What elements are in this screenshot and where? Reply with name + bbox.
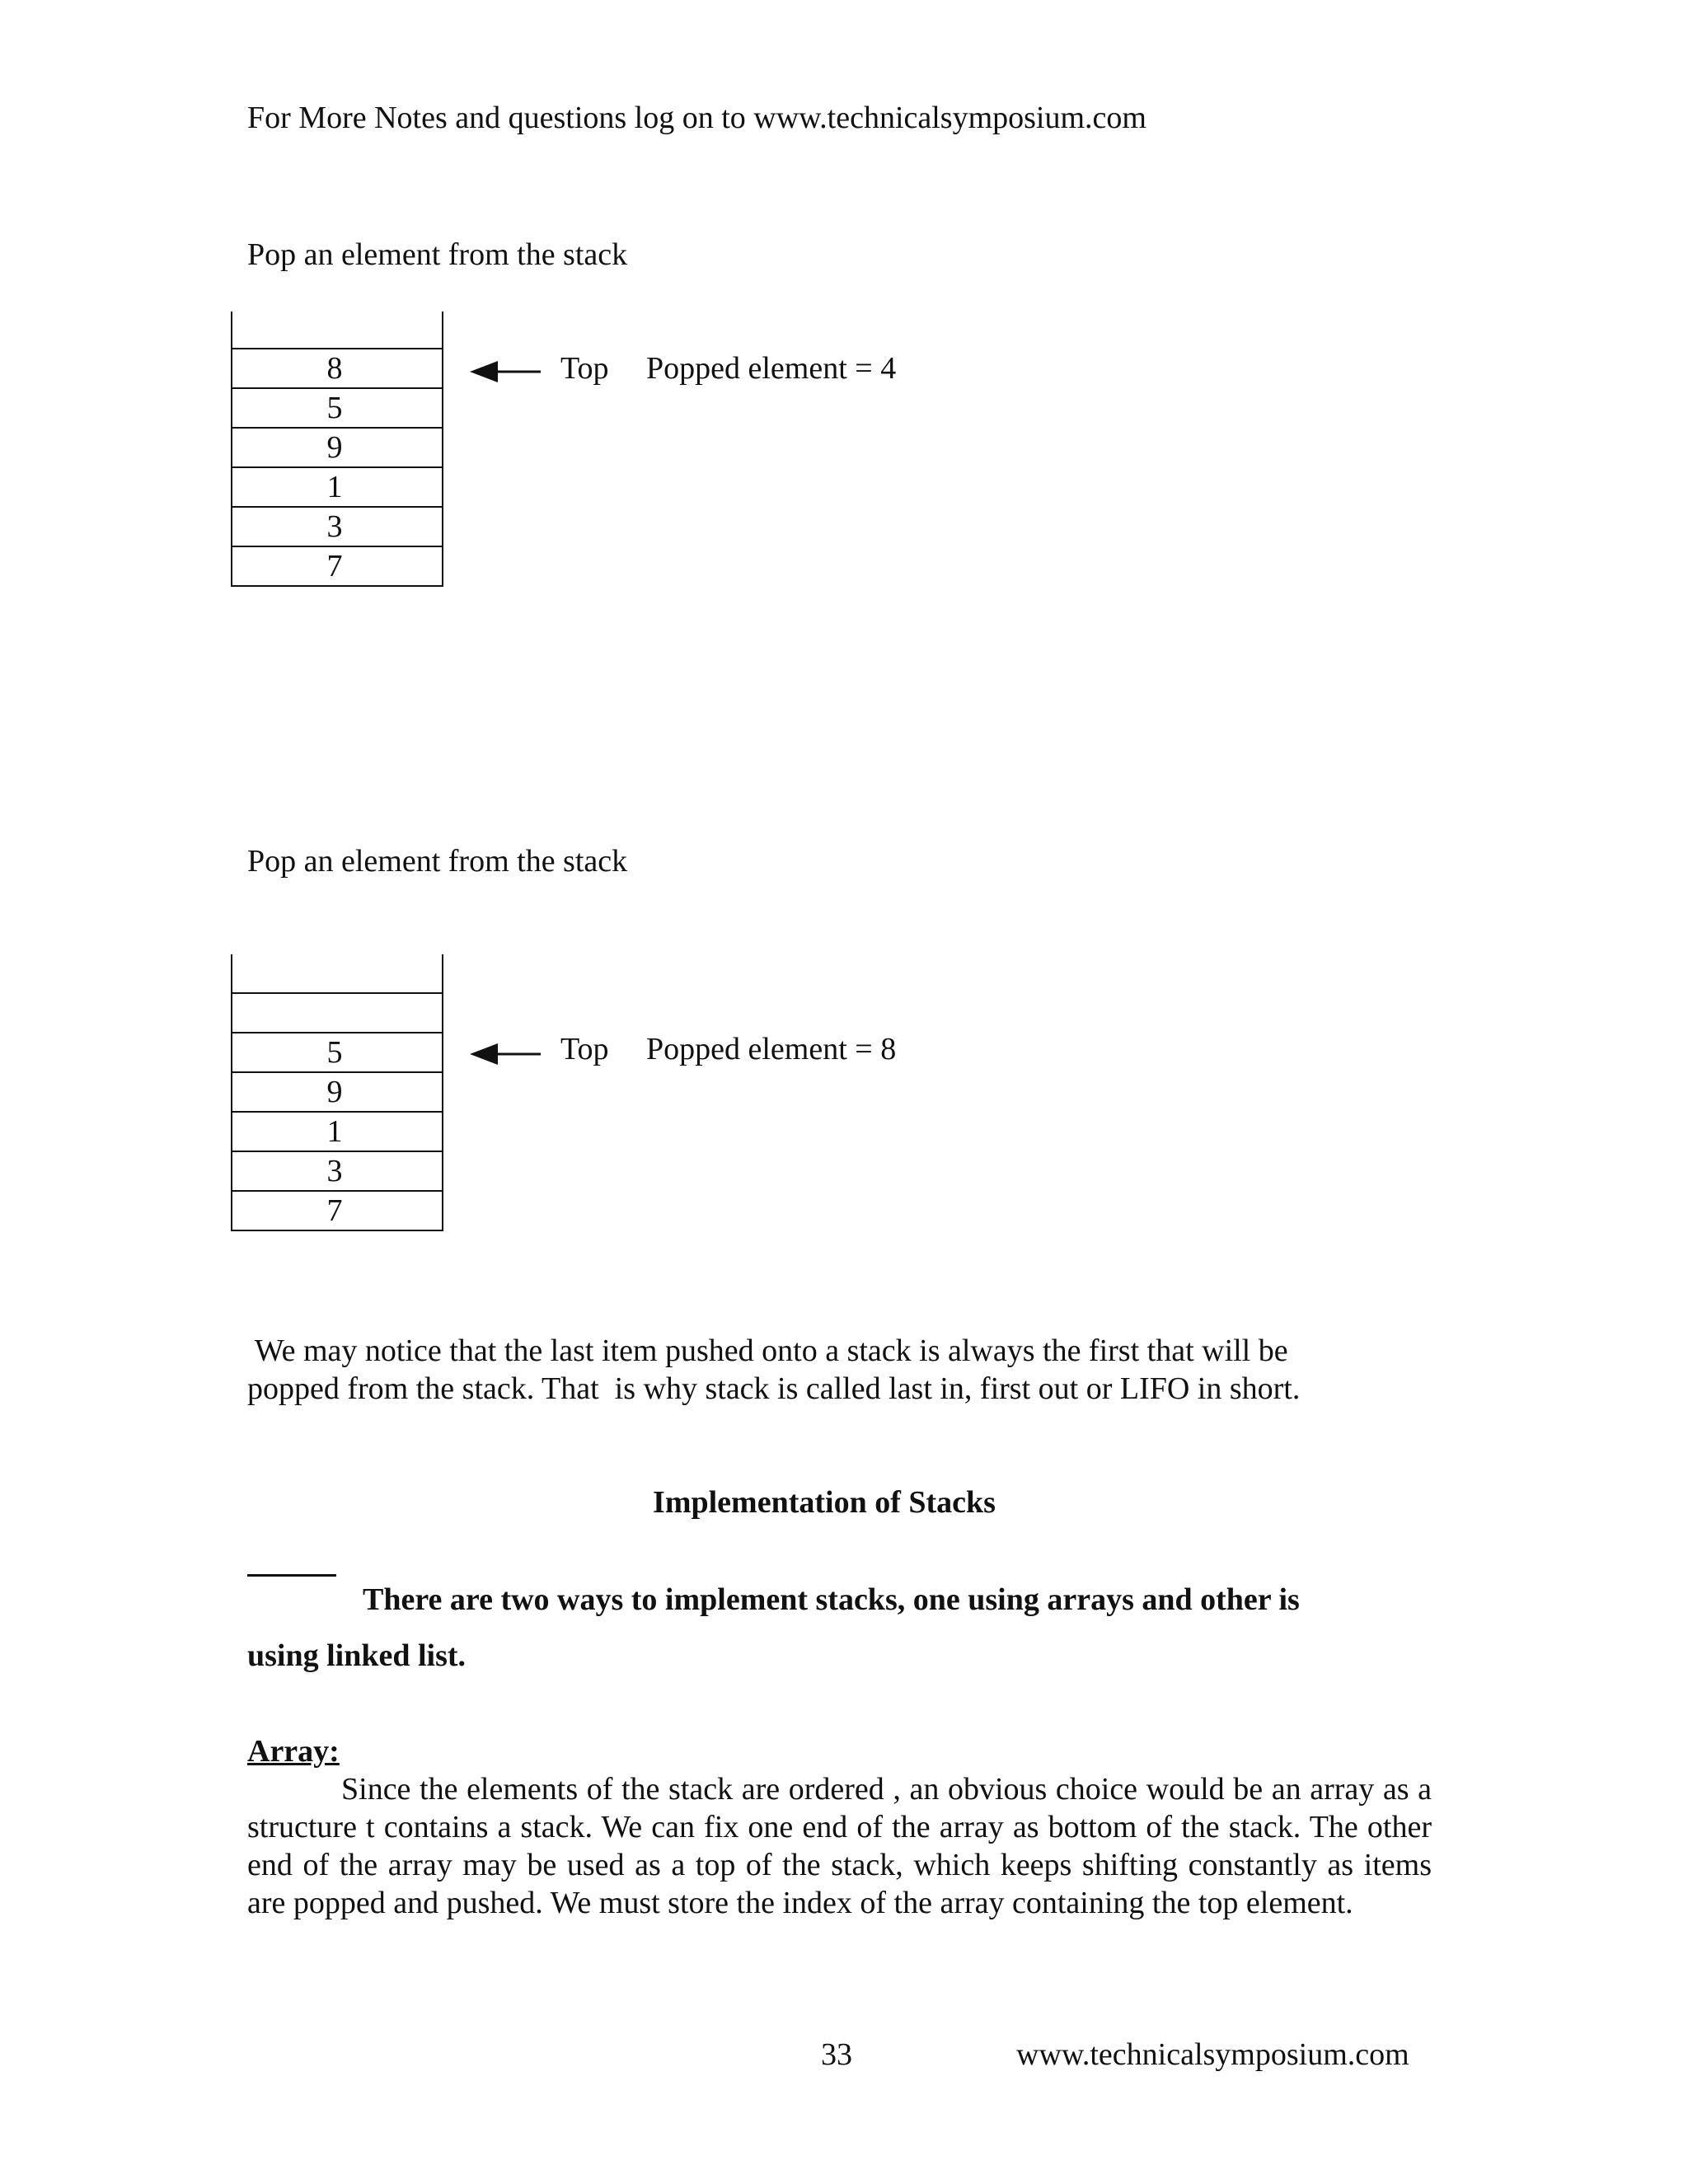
popped-element-label: Popped element = 4 (646, 351, 897, 386)
stack-cell: 9 (232, 429, 442, 468)
stack-cell: 9 (232, 1073, 442, 1113)
page-header: For More Notes and questions log on to www.technicalsymposium.com (247, 101, 1146, 135)
left-arrow-icon (468, 1040, 542, 1068)
stack-cell: 5 (232, 389, 442, 429)
empty-stack-cell (232, 312, 442, 349)
stack-cell: 3 (232, 508, 442, 547)
page-number: 33 (821, 2037, 852, 2072)
section-caption: Pop an element from the stack (247, 237, 628, 272)
bold-text-line: using linked list. (247, 1638, 467, 1673)
paragraph-line: popped from the stack. That is why stack is called last in, first out or LIFO in short. (247, 1371, 1301, 1406)
stack-cell: 5 (232, 1033, 442, 1073)
stack-cell: 7 (232, 547, 442, 587)
popped-element-label: Popped element = 8 (646, 1032, 897, 1066)
stack-diagram (231, 954, 443, 1231)
divider (247, 1574, 336, 1577)
empty-stack-cell (232, 994, 442, 1033)
bold-text-line: There are two ways to implement stacks, one using arrays and other is (363, 1582, 1300, 1617)
section-caption: Pop an element from the stack (247, 844, 628, 879)
section-heading: Implementation of Stacks (653, 1485, 996, 1520)
top-label: Top (560, 1032, 609, 1066)
stack-cell: 8 (232, 349, 442, 389)
lifo-paragraph (247, 1332, 1451, 1408)
empty-stack-cell (232, 954, 442, 994)
stack-cell: 7 (232, 1192, 442, 1231)
stack-diagram (231, 312, 443, 587)
left-arrow-icon (468, 358, 542, 386)
stack-cell: 3 (232, 1152, 442, 1192)
top-label: Top (560, 351, 609, 386)
subsection-heading: Array: (247, 1734, 340, 1769)
footer-site: www.technicalsymposium.com (1016, 2037, 1409, 2072)
stack-cell: 1 (232, 468, 442, 508)
paragraph-line: We may notice that the last item pushed onto a stack is always the first that will be (247, 1333, 1288, 1368)
stack-cell: 1 (232, 1113, 442, 1152)
array-paragraph (247, 1770, 1432, 1922)
paragraph-text: Since the elements of the stack are ordered , an obvious choice would be an array as a structure t contains a stack. We can fix one end of the array as bottom of the stack. The other end of the array may be used as a top of the stack, which keeps shifting constantly as items are popped and pushed. We must store the index of the array containing the top element. (247, 1772, 1432, 1920)
